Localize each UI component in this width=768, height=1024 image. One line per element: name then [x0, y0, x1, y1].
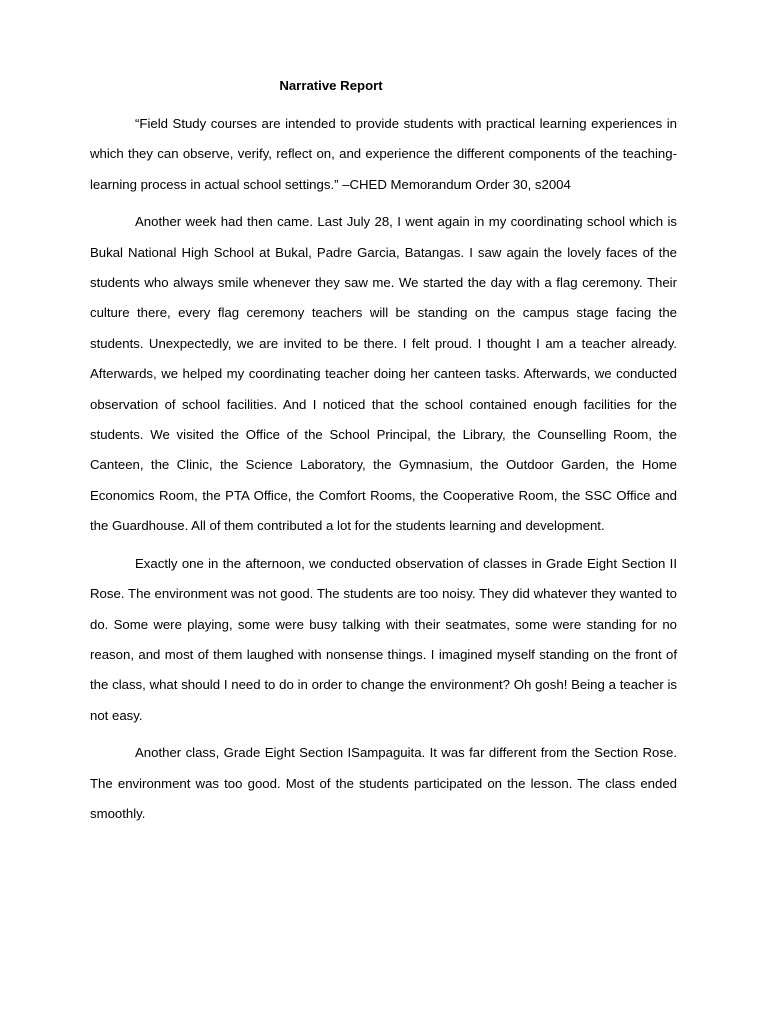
paragraph-quote: “Field Study courses are intended to provide students with practical learning experiences in which they can observe, verify, reflect on, and experience the different components of the teaching- learning process in actual school settings.” –CHED Memorandum Order 30, s2004: [90, 116, 677, 192]
document-body: [90, 109, 677, 829]
paragraph-class-observation-sampaguita: Another class, Grade Eight Section ISampaguita. It was far different from the Section Rose. The environment was too good. Most of the students participated on the lesson. The class ended smoothly.: [90, 745, 677, 821]
paragraph-school-visit: Another week had then came. Last July 28, I went again in my coordinating school which is Bukal National High School at Bukal, Padre Garcia, Batangas. I saw again the lovely faces of the students who always smile whenever they saw me. We started the day with a flag ceremony. Their culture there, every flag ceremony teachers will be standing on the campus stage facing the students. Unexpectedly, we are invited to be there. I felt proud. I thought I am a teacher already. Afterwards, we helped my coordinating teacher doing her canteen tasks. Afterwards, we conducted observation of school facilities. And I noticed that the school contained enough facilities for the students. We visited the Office of the School Principal, the Library, the Counselling Room, the Canteen, the Clinic, the Science Laboratory, the Gymnasium, the Outdoor Garden, the Home Economics Room, the PTA Office, the Comfort Rooms, the Cooperative Room, the SSC Office and the Guardhouse. All of them contributed a lot for the students learning and development.: [90, 214, 677, 534]
paragraph-class-observation-rose: Exactly one in the afternoon, we conducted observation of classes in Grade Eight Section II Rose. The environment was not good. The students are too noisy. They did whatever they wanted to do. Some were playing, some were busy talking with their seatmates, some were standing for no reason, and most of them laughed with nonsense things. I imagined myself standing on the front of the class, what should I need to do in order to change the environment? Oh gosh! Being a teacher is not easy.: [90, 555, 677, 723]
document-title: Narrative Report: [279, 78, 383, 93]
